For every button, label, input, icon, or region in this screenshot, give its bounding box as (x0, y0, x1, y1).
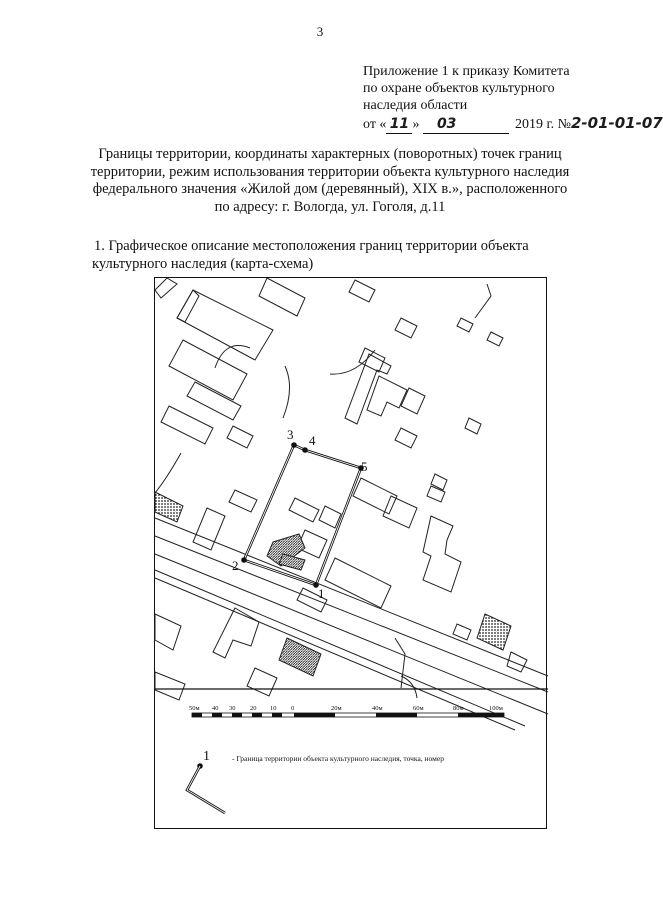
legend-text: - Граница территории объекта культурного наследия, точка, номер (232, 754, 444, 763)
appendix-line-2: по охране объектов культурного (363, 81, 555, 96)
title-line-4: по адресу: г. Вологда, ул. Гоголя, д.11 (214, 198, 446, 215)
appendix-date-line (363, 115, 663, 134)
appendix-line-1: Приложение 1 к приказу Комитета (363, 64, 570, 79)
page-number: 3 (316, 24, 324, 39)
title-line-1: Границы территории, координаты характерных (поворотных) точек границ (98, 146, 562, 162)
scale-segment (252, 713, 262, 717)
map-background (155, 278, 548, 730)
building (177, 290, 273, 360)
building (289, 498, 319, 522)
building (427, 486, 445, 502)
point-label-3: 3 (287, 427, 294, 442)
building (395, 428, 417, 448)
date-mid: » (412, 117, 423, 132)
building (319, 506, 341, 528)
point-label-5: 5 (361, 459, 368, 474)
path-line (155, 453, 181, 493)
building (155, 278, 177, 298)
building (487, 332, 503, 346)
scale-segment (232, 713, 242, 717)
building (423, 516, 461, 592)
path-line (475, 284, 491, 318)
legend-boundary-inner (187, 766, 225, 813)
boundary-point-3 (291, 442, 297, 448)
scale-label: 40 (212, 705, 219, 712)
scale-label: 50м (189, 705, 200, 712)
path-line (215, 346, 250, 369)
hatched-building (477, 614, 511, 650)
site-map (154, 277, 547, 829)
scale-label: 0 (291, 705, 295, 712)
scale-label: 100м (489, 705, 503, 712)
building (155, 672, 185, 700)
building (229, 490, 257, 512)
building (395, 318, 417, 338)
building (213, 608, 259, 658)
path-line (330, 350, 375, 374)
building (401, 388, 425, 414)
date-prefix: от « (363, 117, 387, 132)
building (383, 496, 417, 528)
scale-label: 20м (331, 705, 342, 712)
scale-label: 30 (229, 705, 236, 712)
scale-labels (189, 705, 503, 712)
scale-segment (458, 713, 504, 717)
boundary-point-4 (302, 447, 308, 453)
building (155, 614, 181, 650)
title-line-2: территории, режим использования территории объекта культурного наследия (90, 163, 570, 180)
scale-segment (272, 713, 282, 717)
section-1-heading (94, 238, 600, 273)
hatched-building (155, 492, 183, 522)
building (457, 318, 473, 332)
scale-segment (294, 713, 335, 717)
map-legend (187, 749, 444, 813)
building (177, 290, 199, 322)
point-label-2: 2 (232, 558, 239, 573)
boundary-point-2 (241, 557, 247, 563)
scale-label: 80м (453, 705, 464, 712)
point-label-4: 4 (309, 433, 316, 448)
scale-segment (192, 713, 202, 717)
heritage-building (279, 554, 305, 570)
scale-segment (376, 713, 417, 717)
date-month: 03 (423, 116, 509, 134)
point-label-1: 1 (318, 586, 325, 601)
date-year: 2019 г. № (514, 117, 571, 132)
scale-bar (189, 705, 504, 717)
site-map-drawing (155, 278, 548, 830)
scale-segment (212, 713, 222, 717)
order-number: 2-01-01-07 (570, 114, 663, 132)
street-edge (155, 536, 548, 692)
building (259, 278, 305, 316)
building (227, 426, 253, 448)
building (453, 624, 471, 640)
hatched-building (279, 638, 321, 676)
appendix-line-3: наследия области (363, 98, 468, 113)
building (247, 668, 277, 696)
legend-point-number: 1 (203, 749, 210, 764)
date-day: 11 (386, 116, 412, 134)
section-1-heading-line-2: культурного наследия (карта-схема) (92, 255, 314, 272)
building (345, 354, 391, 424)
building (465, 418, 481, 434)
building (349, 280, 375, 302)
path-line (283, 366, 290, 418)
building (161, 406, 213, 444)
section-1-heading-line-1: 1. Графическое описание местоположения границ территории объекта (94, 238, 529, 254)
building (187, 382, 241, 420)
scale-label: 20 (250, 705, 257, 712)
building (353, 478, 397, 514)
building (431, 474, 447, 490)
legend-boundary-icon (187, 766, 225, 813)
title-line-3: федерального значения «Жилой дом (деревянный), XIX в.», расположенного (92, 181, 568, 197)
document-title (60, 146, 600, 216)
building (507, 652, 527, 672)
scale-label: 40м (372, 705, 383, 712)
building (325, 558, 391, 608)
building (359, 348, 385, 372)
scale-label: 60м (413, 705, 424, 712)
street-edge (155, 570, 525, 726)
scale-label: 10 (270, 705, 277, 712)
